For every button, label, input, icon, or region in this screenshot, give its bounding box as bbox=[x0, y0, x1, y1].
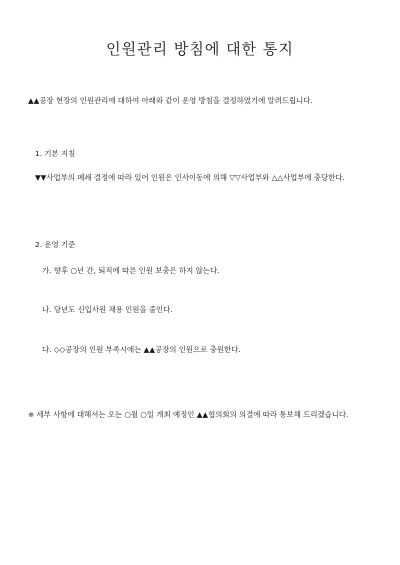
section-1-heading: 1. 기본 지침 bbox=[35, 149, 76, 158]
footnote: ※ 세부 사항에 대해서는 오는 ○월 ○일 개최 예정인 ▲▲협의회의 의결에 따라 통보해 드리겠습니다. bbox=[28, 410, 349, 419]
list-item-na: 나. 당년도 신입사원 채용 인원을 줄인다. bbox=[42, 305, 173, 314]
document-title: 인원관리 방침에 대한 통지 bbox=[106, 40, 294, 58]
intro-paragraph: ▲▲공장 현장의 인원관리에 대하여 아래와 같이 운영 방침을 결정하였기에 알려드립니다. bbox=[28, 96, 313, 105]
section-1-body: ▼▼사업부의 폐쇄 결정에 따라 있어 인원은 인사이동에 의해 ▽▽사업부와 △△사업부에 충당한다. bbox=[35, 173, 345, 182]
section-2-heading: 2. 운영 기준 bbox=[35, 240, 76, 249]
list-item-da: 다. ◇◇공장의 인원 부족시에는 ▲▲공장의 인원으로 충원한다. bbox=[42, 345, 241, 354]
list-item-ga: 가. 향후 ○년 간, 퇴직에 따른 인원 보충은 하지 않는다. bbox=[42, 266, 220, 275]
